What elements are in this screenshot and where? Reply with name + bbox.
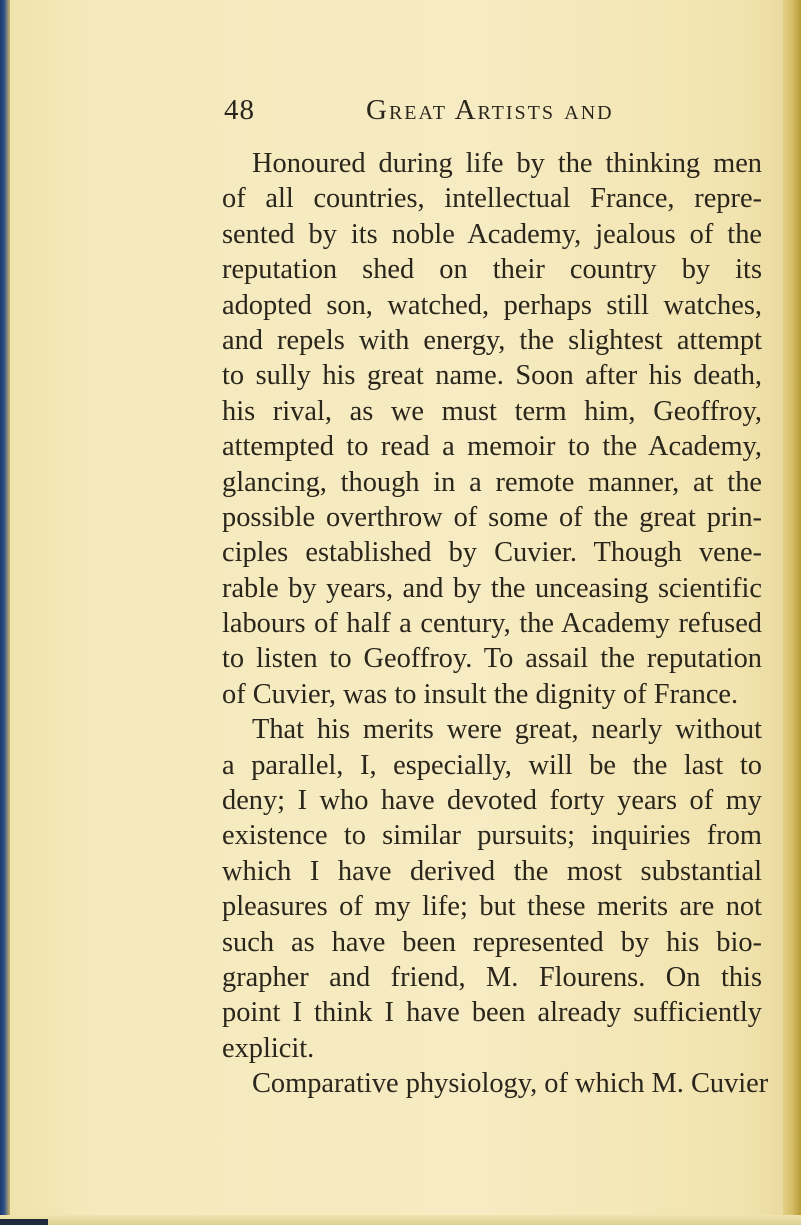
text-line: grapher and friend, M. Flourens. On this <box>222 961 762 993</box>
text-line: and repels with energy, the slightest attempt <box>222 324 762 356</box>
text-line: of all countries, intellectual France, repre- <box>222 183 762 215</box>
text-line: That his merits were great, nearly without <box>252 714 762 746</box>
body-text <box>222 146 769 1102</box>
text-line: which I have derived the most substantial <box>222 855 762 887</box>
text-line: possible overthrow of some of the great prin- <box>222 501 762 533</box>
text-line: a parallel, I, especially, will be the last to <box>222 749 762 781</box>
text-line: rable by years, and by the unceasing scientific <box>222 572 762 604</box>
text-line: his rival, as we must term him, Geoffroy, <box>222 395 762 427</box>
text-line: to sully his great name. Soon after his death, <box>222 360 762 392</box>
running-head: Great Artists and <box>366 94 614 126</box>
page-binding-edge <box>0 0 10 1225</box>
text-line: point I think I have been already sufficiently <box>222 997 762 1029</box>
text-line: of Cuvier, was to insult the dignity of France. <box>222 678 739 710</box>
text-line: ciples established by Cuvier. Though vene- <box>222 537 762 569</box>
text-line: glancing, though in a remote manner, at the <box>222 466 762 498</box>
text-line: Honoured during life by the thinking men <box>252 148 762 179</box>
text-line: existence to similar pursuits; inquiries from <box>222 820 762 852</box>
page-bottom-edge <box>0 1215 801 1225</box>
page-number: 48 <box>224 94 255 126</box>
page-header <box>224 94 724 130</box>
text-line: deny; I who have devoted forty years of my <box>222 785 762 817</box>
text-line: labours of half a century, the Academy refused <box>222 608 762 640</box>
text-line: Comparative physiology, of which M. Cuvier <box>252 1068 769 1100</box>
cover-corner <box>0 1219 48 1225</box>
text-line: adopted son, watched, perhaps still watches, <box>222 289 762 321</box>
text-line: sented by its noble Academy, jealous of the <box>222 218 762 250</box>
text-line: attempted to read a memoir to the Academy, <box>222 431 762 463</box>
text-line: pleasures of my life; but these merits are not <box>222 891 762 923</box>
text-line: reputation shed on their country by its <box>222 254 762 286</box>
text-line: to listen to Geoffroy. To assail the reputation <box>222 643 762 675</box>
page-fore-edge <box>783 0 801 1225</box>
text-line: such as have been represented by his bio- <box>222 926 762 958</box>
text-line: explicit. <box>222 1032 315 1064</box>
